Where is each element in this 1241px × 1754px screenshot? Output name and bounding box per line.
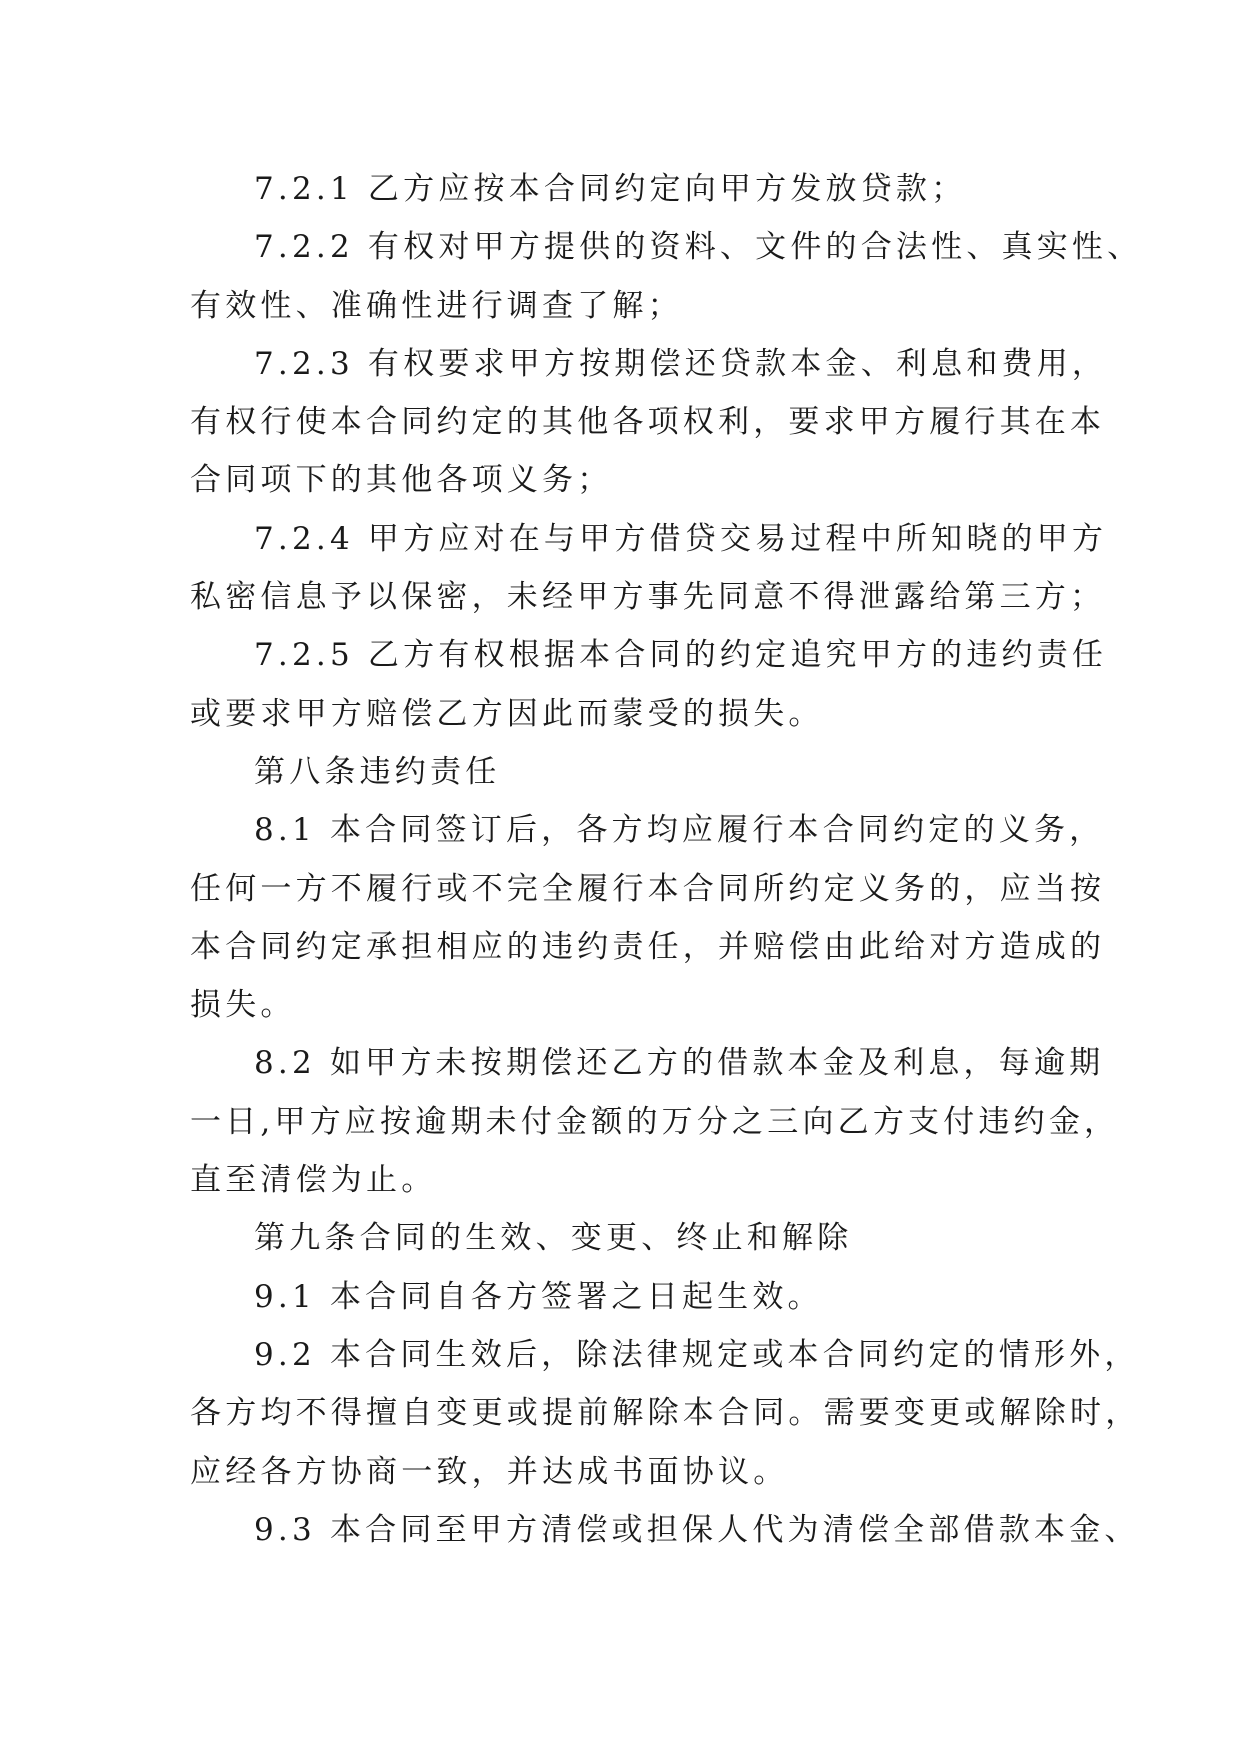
text-line: 9.3 本合同至甲方清偿或担保人代为清偿全部借款本金、 [254,1511,1140,1548]
text-line: 9.2 本合同生效后，除法律规定或本合同约定的情形外， [254,1336,1140,1373]
text-line: 8.2 如甲方未按期偿还乙方的借款本金及利息，每逾期 [254,1045,1105,1082]
text-line: 任何一方不履行或不完全履行本合同所约定义务的，应当按 [190,870,1106,907]
text-line: 7.2.5 乙方有权根据本合同的约定追究甲方的违约责任 [254,637,1108,674]
text-line: 各方均不得擅自变更或提前解除本合同。需要变更或解除时， [190,1395,1141,1432]
text-line: 7.2.4 甲方应对在与甲方借贷交易过程中所知晓的甲方 [254,520,1108,557]
text-line: 有权行使本合同约定的其他各项权利，要求甲方履行其在本 [190,404,1106,441]
text-line: 本合同约定承担相应的违约责任，并赔偿由此给对方造成的 [190,928,1106,965]
text-line: 8.1 本合同签订后，各方均应履行本合同约定的义务， [254,812,1105,849]
text-line: 直至清偿为止。 [190,1162,437,1199]
text-line: 一日,甲方应按逾期未付金额的万分之三向乙方支付违约金， [190,1103,1120,1140]
text-line: 损失。 [190,987,296,1024]
text-line: 有效性、准确性进行调查了解； [190,287,683,324]
text-line: 7.2.3 有权要求甲方按期偿还贷款本金、利息和费用， [254,345,1108,382]
text-line: 或要求甲方赔偿乙方因此而蒙受的损失。 [190,695,824,732]
text-line: 第八条违约责任 [254,753,501,790]
text-line: 7.2.1 乙方应按本合同约定向甲方发放贷款； [254,171,967,207]
text-line: 9.1 本合同自各方签署之日起生效。 [254,1278,823,1315]
text-line: 应经各方协商一致，并达成书面协议。 [190,1453,789,1490]
contract-body [190,160,1143,1559]
text-line: 私密信息予以保密，未经甲方事先同意不得泄露给第三方； [190,579,1106,616]
text-line: 第九条合同的生效、变更、终止和解除 [254,1220,853,1257]
text-line: 合同项下的其他各项义务； [190,462,613,499]
text-line: 7.2.2 有权对甲方提供的资料、文件的合法性、真实性、 [254,229,1143,266]
